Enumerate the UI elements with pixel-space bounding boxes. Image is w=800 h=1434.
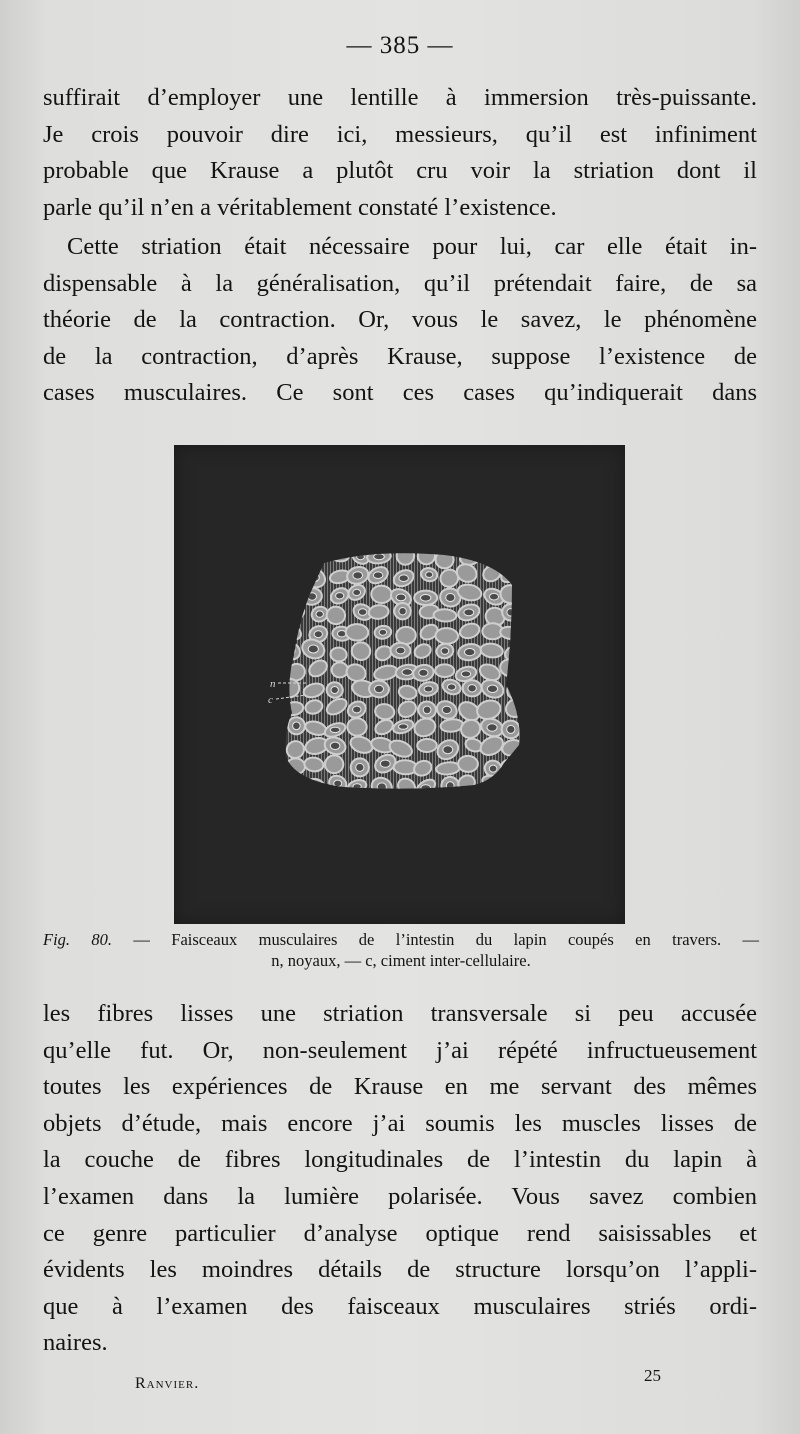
cell-nucleus xyxy=(293,722,301,730)
cell-nucleus xyxy=(421,785,431,791)
cell-nucleus xyxy=(330,742,340,749)
cell-nucleus xyxy=(468,685,476,692)
cell-nucleus xyxy=(399,575,408,582)
cell-nucleus xyxy=(465,649,475,656)
cell-nucleus xyxy=(353,784,361,789)
muscle-cell xyxy=(345,624,368,641)
muscle-cell xyxy=(350,758,369,777)
text-line: que à l’examen des faisceaux musculaires striés ordi- xyxy=(43,1292,757,1320)
muscle-cell xyxy=(368,680,390,699)
cell-nucleus xyxy=(316,611,323,617)
muscle-cell xyxy=(347,718,368,737)
cell-nucleus xyxy=(402,669,412,676)
cell-nucleus xyxy=(513,780,523,788)
muscle-cell xyxy=(351,641,371,661)
muscle-cell xyxy=(435,664,454,677)
marker-c: c xyxy=(268,694,273,706)
muscle-cell xyxy=(414,591,437,605)
cell-nucleus xyxy=(356,763,364,771)
cell-nucleus xyxy=(373,572,382,579)
cell-nucleus xyxy=(446,594,455,602)
cell-nucleus xyxy=(441,648,449,655)
caption-line-1 xyxy=(43,929,759,950)
cell-nucleus xyxy=(336,593,344,599)
cell-nucleus xyxy=(396,594,406,601)
cell-nucleus xyxy=(377,783,386,791)
paragraph-3 xyxy=(43,996,757,1362)
text-line: probable que Krause a plutôt cru voir la striation dont il xyxy=(43,157,757,185)
footer-signature: 25 xyxy=(644,1366,661,1385)
muscle-cell xyxy=(481,774,506,791)
caption-line-2: n, noyaux, — c, ciment inter-cellulaire. xyxy=(271,951,531,970)
cell-nucleus xyxy=(353,572,363,579)
text-line: Je crois pouvoir dire ici, messieurs, qu’il est infiniment xyxy=(43,120,757,148)
cell-nucleus xyxy=(379,629,387,635)
text-line: objets d’étude, mais encore j’ai soumis les muscles lisses de xyxy=(43,1109,757,1137)
text-line: toutes les expériences de Krause en me servant des mêmes xyxy=(43,1073,757,1101)
cell-nucleus xyxy=(374,554,385,560)
muscle-cell xyxy=(394,603,411,620)
muscle-cell xyxy=(283,567,304,585)
cell-nucleus xyxy=(309,574,319,582)
figure-caption xyxy=(43,929,759,971)
text-line: parle qu’il n’en a véritablement constaté l’existence. xyxy=(43,193,557,221)
cell-nucleus xyxy=(358,609,366,616)
cell-nucleus xyxy=(421,595,431,602)
muscle-cell xyxy=(328,546,350,563)
muscle-cell xyxy=(506,775,529,794)
text-line: théorie de la contraction. Or, vous le savez, le phénomène xyxy=(43,306,757,334)
cell-nucleus xyxy=(424,686,433,692)
cell-nucleus xyxy=(396,647,405,654)
text-line: naires. xyxy=(43,1329,108,1357)
text-line: l’examen dans la lumière polarisée. Vous savez combien xyxy=(43,1182,757,1210)
muscle-cell xyxy=(285,550,303,565)
text-line: les fibres lisses une striation transversale si peu accusée xyxy=(43,1000,757,1027)
cell-nucleus xyxy=(288,629,296,635)
muscle-cell xyxy=(507,548,528,564)
cell-nucleus xyxy=(357,554,365,560)
cell-nucleus xyxy=(513,553,522,560)
marker-n: n xyxy=(270,678,276,690)
cell-nucleus xyxy=(331,687,338,694)
page-number: — 385 — xyxy=(346,32,454,59)
text-line: suffirait d’employer une lentille à immersion très-puissante. xyxy=(43,84,757,111)
cell-nucleus xyxy=(375,685,384,692)
muscle-cell xyxy=(501,603,520,621)
muscle-cell xyxy=(458,756,478,772)
cell-nucleus xyxy=(461,671,470,677)
muscle-cell xyxy=(326,606,346,626)
text-line: dispensable à la généralisation, qu’il prétendait faire, de sa xyxy=(43,269,757,297)
cell-nucleus xyxy=(489,765,497,772)
muscle-cell xyxy=(482,546,501,564)
muscle-cell xyxy=(283,775,308,794)
cell-nucleus xyxy=(286,647,295,654)
cell-nucleus xyxy=(443,746,453,754)
cell-nucleus xyxy=(507,725,515,733)
cell-nucleus xyxy=(330,727,340,732)
cell-nucleus xyxy=(308,784,318,792)
cell-nucleus xyxy=(487,685,497,692)
figure-label: Fig. 80. xyxy=(43,930,113,949)
cell-nucleus xyxy=(308,593,317,600)
cell-nucleus xyxy=(353,589,361,595)
cell-nucleus xyxy=(446,782,454,790)
muscle-cell xyxy=(462,680,482,697)
cell-nucleus xyxy=(308,645,318,653)
paragraph-2 xyxy=(43,229,757,412)
cell-nucleus xyxy=(447,684,455,690)
cell-nucleus xyxy=(353,706,361,713)
cell-nucleus xyxy=(314,631,322,638)
muscle-cell xyxy=(433,609,456,622)
cell-nucleus xyxy=(308,556,317,563)
cell-nucleus xyxy=(488,551,495,558)
text-line: la couche de fibres longitudinales de l’intestin du lapin à xyxy=(43,1146,757,1174)
cell-nucleus xyxy=(334,780,342,787)
text-line: évidents les moindres détails de structure lorsqu’on l’appli- xyxy=(43,1256,757,1284)
cell-nucleus xyxy=(399,724,408,729)
muscle-cell xyxy=(300,777,325,797)
micrograph-illustration xyxy=(174,445,625,924)
muscle-cell xyxy=(499,565,525,586)
text-line: ce genre particulier d’analyse optique rend saisissables et xyxy=(43,1219,757,1247)
cell-nucleus xyxy=(442,706,451,713)
muscle-cell xyxy=(435,628,458,645)
cell-nucleus xyxy=(464,609,474,616)
text-line: qu’elle fut. Or, non-seulement j’ai répété infructueusement xyxy=(43,1036,757,1064)
cell-nucleus xyxy=(490,593,499,600)
cell-nucleus xyxy=(419,669,428,676)
muscle-cell xyxy=(396,546,415,565)
cell-nucleus xyxy=(487,724,497,731)
text-line: Cette striation était nécessaire pour lui, car elle était in- xyxy=(67,233,757,260)
cell-nucleus xyxy=(426,572,433,578)
muscle-cell xyxy=(285,586,305,599)
figure-muscle-section xyxy=(174,445,625,924)
cell-nucleus xyxy=(338,631,346,637)
text-line: de la contraction, d’après Krause, suppose l’existence de xyxy=(43,342,757,370)
cell-nucleus xyxy=(423,706,431,714)
cell-nucleus xyxy=(399,608,406,615)
paragraph-1 xyxy=(43,80,757,226)
caption-text-1: — Faisceaux musculaires de l’intestin du lapin coupés en travers. — xyxy=(133,930,759,949)
muscle-cell xyxy=(435,551,454,569)
muscle-cell xyxy=(371,585,392,603)
cell-nucleus xyxy=(507,609,515,616)
text-line: cases musculaires. Ce sont ces cases qu’indiquerait dans xyxy=(43,379,757,407)
muscle-cell xyxy=(325,755,344,774)
cell-nucleus xyxy=(380,760,390,767)
footer-author: Ranvier. xyxy=(135,1375,200,1392)
muscle-cell xyxy=(301,550,325,569)
muscle-cell xyxy=(417,739,437,752)
muscle-cell xyxy=(390,643,411,659)
